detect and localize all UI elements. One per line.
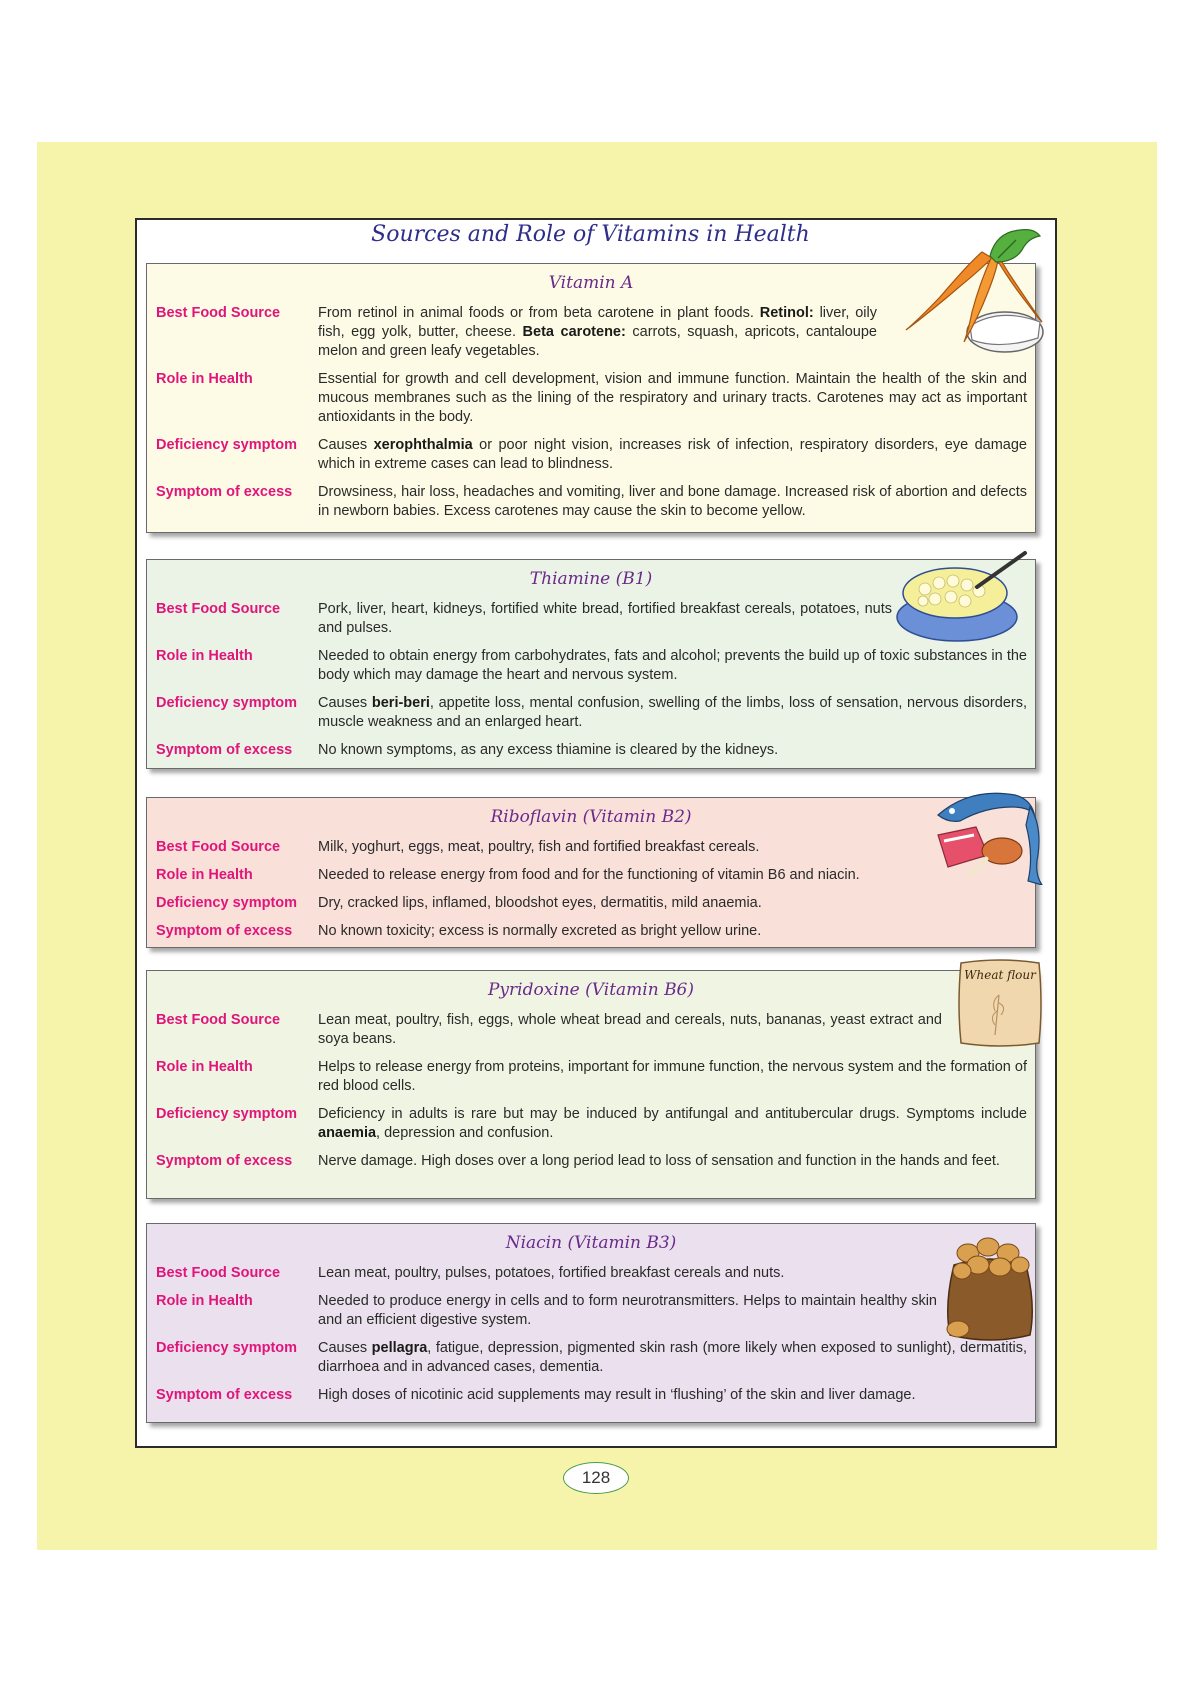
row-text: Lean meat, poultry, fish, eggs, whole wheat bread and cereals, nuts, bananas, yeast extract and soya beans. (318, 1012, 942, 1047)
row-label: Symptom of excess (156, 1153, 293, 1169)
potato-sack-icon (940, 1225, 1040, 1345)
food-source-row (156, 1264, 1027, 1283)
row-label: Role in Health (156, 867, 253, 883)
page-title: Sources and Role of Vitamins in Health (371, 222, 810, 247)
section-title: Niacin (Vitamin B3) (505, 1233, 677, 1253)
row-label: Deficiency symptom (156, 1106, 298, 1122)
carrot-icon (900, 222, 1045, 362)
row-label: Symptom of excess (156, 923, 293, 939)
section-title: Thiamine (B1) (529, 569, 653, 589)
page-number: 128 (563, 1462, 629, 1494)
row-label: Best Food Source (156, 1012, 281, 1028)
row-text: No known symptoms, as any excess thiamine is cleared by the kidneys. (318, 742, 779, 758)
row-label: Role in Health (156, 1293, 253, 1309)
row-text: From retinol in animal foods or from beta carotene in plant foods. Retinol: liver, oily fish, egg yolk, butter, cheese. Beta carotene: carrots, squash, apricots, cantaloupe melon and green leafy vegetables. (318, 305, 877, 359)
niacin-section (146, 1223, 1036, 1423)
row-label: Best Food Source (156, 601, 281, 617)
row-text: Dry, cracked lips, inflamed, bloodshot eyes, dermatitis, mild anaemia. (318, 895, 762, 911)
row-text: Needed to produce energy in cells and to form neurotransmitters. Helps to maintain healthy skin and an efficient digestive system. (318, 1293, 937, 1328)
riboflavin-section (146, 797, 1036, 948)
section-title: Riboflavin (Vitamin B2) (490, 807, 692, 827)
food-source-row (156, 838, 1027, 857)
row-label: Deficiency symptom (156, 437, 298, 453)
deficiency-row (156, 436, 1027, 474)
excess-row (156, 483, 1027, 521)
row-text: High doses of nicotinic acid supplements may result in ‘flushing’ of the skin and liver damage. (318, 1387, 916, 1403)
row-label: Deficiency symptom (156, 895, 298, 911)
deficiency-row (156, 1105, 1027, 1143)
wheat-flour-sack-icon (955, 955, 1045, 1050)
row-label: Symptom of excess (156, 484, 293, 500)
excess-row (156, 741, 1027, 760)
excess-row (156, 1152, 1027, 1171)
row-label: Role in Health (156, 371, 253, 387)
row-label: Best Food Source (156, 839, 281, 855)
role-row (156, 866, 1027, 885)
role-row (156, 647, 1027, 685)
row-text: Milk, yoghurt, eggs, meat, poultry, fish and fortified breakfast cereals. (318, 839, 760, 855)
deficiency-row (156, 894, 1027, 913)
row-label: Best Food Source (156, 305, 281, 321)
row-text: Pork, liver, heart, kidneys, fortified white bread, fortified breakfast cereals, potatoes, nuts and pulses. (318, 601, 892, 636)
row-text: Needed to release energy from food and for the functioning of vitamin B6 and niacin. (318, 867, 860, 883)
row-text: Deficiency in adults is rare but may be induced by antifungal and antitubercular drugs. Symptoms include anaemia, depression and confusion. (318, 1106, 1027, 1141)
cereal-bowl-icon (895, 547, 1030, 647)
sack-label: Wheat flour (964, 968, 1036, 982)
role-row (156, 1058, 1027, 1096)
pyridoxine-section (146, 970, 1036, 1199)
row-text: Causes xerophthalmia or poor night vision, increases risk of infection, respiratory disorders, eye damage which in extreme cases can lead to blindness. (318, 437, 1027, 472)
deficiency-row (156, 694, 1027, 732)
excess-row (156, 922, 1027, 941)
row-text: Causes pellagra, fatigue, depression, pigmented skin rash (more likely when exposed to sunlight), dermatitis, diarrhoea and in advanced cases, dementia. (318, 1340, 1027, 1375)
section-title: Vitamin A (548, 273, 634, 293)
food-source-row (156, 1011, 1027, 1049)
section-title: Pyridoxine (Vitamin B6) (487, 980, 695, 1000)
role-row (156, 1292, 1027, 1330)
excess-row (156, 1386, 1027, 1405)
row-text: Lean meat, poultry, pulses, potatoes, fortified breakfast cereals and nuts. (318, 1265, 785, 1281)
row-text: Needed to obtain energy from carbohydrates, fats and alcohol; prevents the build up of toxic substances in the body which may damage the heart and nervous system. (318, 648, 1027, 683)
row-text: No known toxicity; excess is normally excreted as bright yellow urine. (318, 923, 762, 939)
row-text: Helps to release energy from proteins, important for immune function, the nervous system and the formation of red blood cells. (318, 1059, 1027, 1094)
row-label: Deficiency symptom (156, 1340, 298, 1356)
food-source-row (156, 304, 1027, 361)
row-label: Symptom of excess (156, 1387, 293, 1403)
row-text: Drowsiness, hair loss, headaches and vomiting, liver and bone damage. Increased risk of abortion and defects in newborn babies. Excess carotenes may cause the skin to become yellow. (318, 484, 1027, 519)
row-label: Role in Health (156, 1059, 253, 1075)
row-text: Nerve damage. High doses over a long period lead to loss of sensation and function in the hands and feet. (318, 1153, 1000, 1169)
row-text: Causes beri-beri, appetite loss, mental confusion, swelling of the limbs, loss of sensation, nervous disorders, muscle weakness and an enlarged heart. (318, 695, 1027, 730)
row-label: Best Food Source (156, 1265, 281, 1281)
row-label: Role in Health (156, 648, 253, 664)
fish-meat-icon (930, 785, 1045, 885)
row-label: Symptom of excess (156, 742, 293, 758)
row-label: Deficiency symptom (156, 695, 298, 711)
row-text: Essential for growth and cell development, vision and immune function. Maintain the health of the skin and mucous membranes such as the lining of the respiratory and urinary tracts. Carotenes may act as important antioxidants in the body. (318, 371, 1027, 425)
deficiency-row (156, 1339, 1027, 1377)
role-row (156, 370, 1027, 427)
